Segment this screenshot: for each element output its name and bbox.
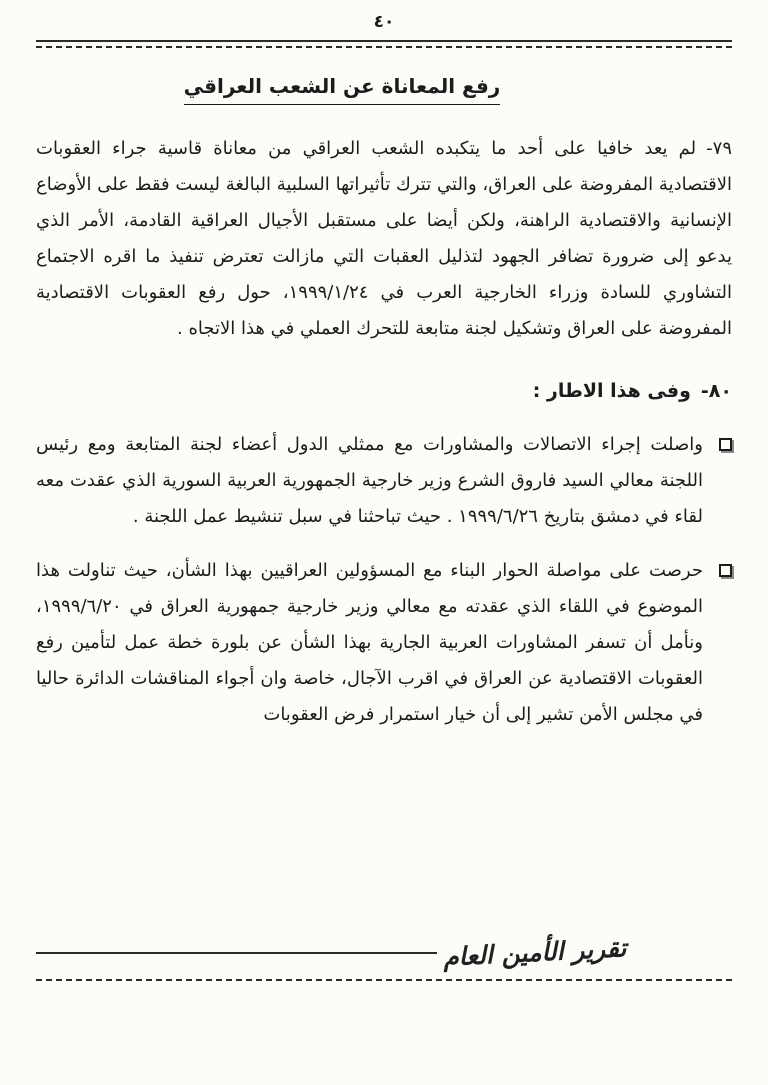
signature-row (36, 933, 732, 972)
square-bullet-icon (719, 438, 732, 451)
paragraph-80-number: ٨٠- (700, 380, 732, 402)
page-number: ٤٠ (373, 12, 395, 32)
paragraph-80-heading-text: وفى هذا الاطار : (532, 380, 691, 402)
bullet-text: حرصت على مواصلة الحوار البناء مع المسؤولين العراقيين بهذا الشأن، حيث تناولت هذا الموضوع في اللقاء الذي عقدته مع معالي وزير خارجية جمهورية العراق في ١٩٩٩/٦/٢٠، ونأمل أن تسفر المشاورات العربية الجارية بهذا الشأن عن بلورة خطة عمل لتأمين رفع العقوبات الاقتصادية عن العراق في اقرب الآجال، خاصة وان أجواء المناقشات الدائرة حاليا في مجلس الأمن تشير إلى أن خيار استمرار فرض العقوبات (36, 560, 703, 725)
list-item (36, 427, 732, 535)
footer-rule-solid (36, 952, 437, 954)
header-divider (36, 40, 732, 48)
list-item (36, 553, 732, 733)
header-rule-dashed (36, 46, 732, 48)
paragraph-79 (36, 131, 732, 347)
paragraph-79-number: ٧٩- (706, 138, 732, 159)
footer-rule-dashed (36, 979, 732, 981)
bullet-text: واصلت إجراء الاتصالات والمشاورات مع ممثلي الدول أعضاء لجنة المتابعة ومع رئيس اللجنة معالي السيد فاروق الشرع وزير خارجية الجمهورية العربية السورية الذي عقدت معه لقاء في دمشق بتاريخ ١٩٩٩/٦/٢٦ . حيث تباحثنا في سبل تنشيط عمل اللجنة . (36, 434, 703, 527)
square-bullet-icon (719, 564, 732, 577)
paragraph-80-heading (36, 373, 732, 409)
signature-text: تقرير الأمين العام (441, 933, 627, 972)
page-footer (36, 916, 732, 981)
paragraph-79-text: لم يعد خافيا على أحد ما يتكبده الشعب العراقي من معاناة قاسية جراء العقوبات الاقتصادية المفروضة على العراق، والتي تترك تأثيراتها السلبية البالغة ليست فقط على الأوضاع الإنسانية والاقتصادية الراهنة، ولكن أيضا على مستقبل الأجيال العراقية القادمة، الأمر الذي يدعو إلى ضرورة تضافر الجهود لتذليل العقبات التي مازالت تعترض تنفيذ ما اقره الاجتماع التشاوري للسادة وزراء الخارجية العرب في ١٩٩٩/١/٢٤، حول رفع العقوبات الاقتصادية المفروضة على العراق وتشكيل لجنة متابعة للتحرك العملي في هذا الاتجاه . (36, 138, 732, 339)
title-row (36, 74, 732, 105)
page-header (36, 10, 732, 48)
header-rule-solid (36, 40, 732, 42)
page-title: رفع المعاناة عن الشعب العراقي (184, 74, 501, 105)
